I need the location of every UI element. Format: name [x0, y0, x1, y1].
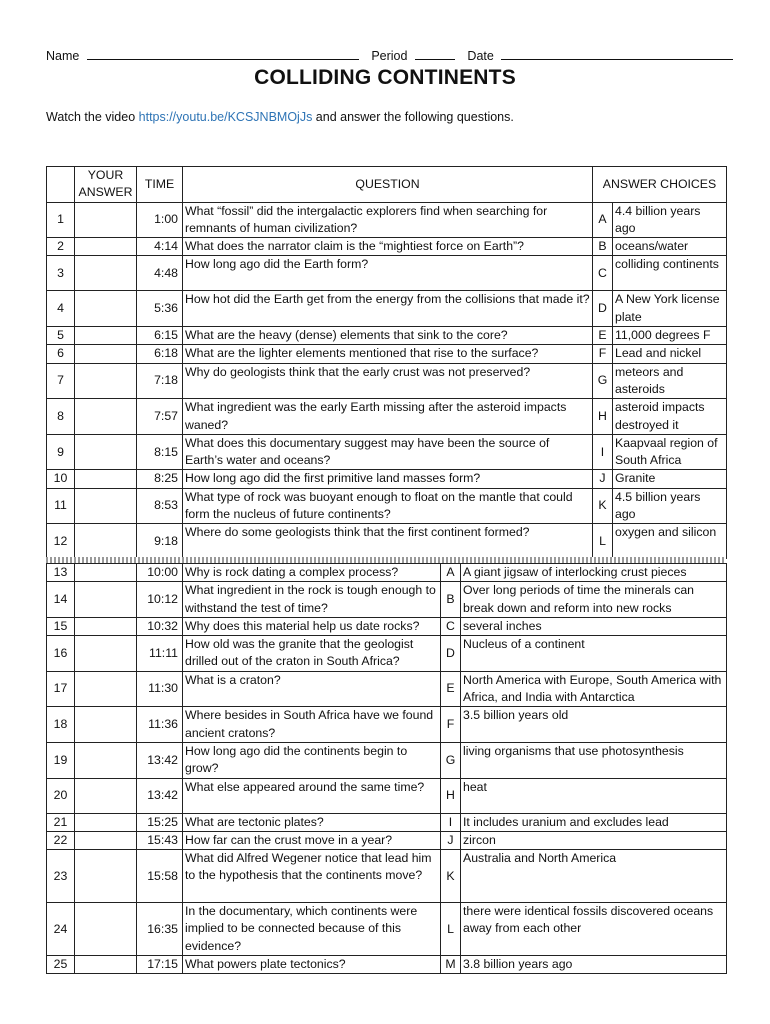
question-number: 20	[47, 778, 75, 813]
time-stamp: 13:42	[137, 742, 183, 778]
time-stamp: 5:36	[137, 291, 183, 327]
answer-choice: oxygen and silicon	[613, 524, 727, 559]
question-number: 19	[47, 742, 75, 778]
your-answer-cell[interactable]	[75, 345, 137, 363]
question-number: 2	[47, 238, 75, 256]
table-header-row	[47, 167, 727, 203]
your-answer-cell[interactable]	[75, 202, 137, 238]
date-label: Date	[467, 49, 494, 63]
table-row	[47, 363, 727, 399]
answer-choice: Nucleus of a continent	[461, 636, 727, 672]
table-row	[47, 202, 727, 238]
time-stamp: 13:42	[137, 778, 183, 813]
answer-choice: oceans/water	[613, 238, 727, 256]
answer-choice: there were identical fossils discovered oceans away from each other	[461, 903, 727, 956]
question-text: Why does this material help us date rocks?	[183, 617, 441, 635]
header-fields	[46, 47, 726, 63]
question-number: 21	[47, 813, 75, 831]
question-number: 15	[47, 617, 75, 635]
question-number: 6	[47, 345, 75, 363]
answer-choice: meteors and asteroids	[613, 363, 727, 399]
answer-choice: 3.8 billion years ago	[461, 956, 727, 974]
choice-letter: C	[441, 617, 461, 635]
table-row	[47, 524, 727, 559]
choice-letter: H	[441, 778, 461, 813]
question-number: 4	[47, 291, 75, 327]
time-stamp: 11:30	[137, 671, 183, 707]
your-answer-cell[interactable]	[75, 778, 137, 813]
time-stamp: 16:35	[137, 903, 183, 956]
question-text: How far can the crust move in a year?	[183, 831, 441, 849]
your-answer-cell[interactable]	[75, 488, 137, 524]
question-number: 11	[47, 488, 75, 524]
question-text: How hot did the Earth get from the energy from the collisions that made it?	[183, 291, 593, 327]
question-number: 9	[47, 434, 75, 470]
table-row	[47, 742, 727, 778]
time-stamp: 10:00	[137, 564, 183, 582]
question-text: Why do geologists think that the early crust was not preserved?	[183, 363, 593, 399]
your-answer-cell[interactable]	[75, 327, 137, 345]
questions-table-1	[46, 166, 727, 559]
question-header: QUESTION	[183, 167, 593, 203]
question-text: How long ago did the first primitive land masses form?	[183, 470, 593, 488]
choice-letter: F	[593, 345, 613, 363]
your-answer-cell[interactable]	[75, 238, 137, 256]
question-number: 1	[47, 202, 75, 238]
question-text: What powers plate tectonics?	[183, 956, 441, 974]
question-text: How old was the granite that the geologist drilled out of the craton in South Africa?	[183, 636, 441, 672]
question-number: 18	[47, 707, 75, 743]
question-text: What is a craton?	[183, 671, 441, 707]
time-stamp: 8:15	[137, 434, 183, 470]
question-text: What did Alfred Wegener notice that lead him to the hypothesis that the continents move?	[183, 850, 441, 903]
answer-choice: Kaapvaal region of South Africa	[613, 434, 727, 470]
your-answer-cell[interactable]	[75, 399, 137, 435]
answer-choice: 3.5 billion years old	[461, 707, 727, 743]
choice-letter: K	[441, 850, 461, 903]
table-row	[47, 238, 727, 256]
answer-choice: colliding continents	[613, 256, 727, 291]
choice-letter: I	[441, 813, 461, 831]
time-stamp: 4:48	[137, 256, 183, 291]
your-answer-cell[interactable]	[75, 470, 137, 488]
question-text: Where do some geologists think that the first continent formed?	[183, 524, 593, 559]
your-answer-cell[interactable]	[75, 742, 137, 778]
table-row	[47, 636, 727, 672]
table-row	[47, 291, 727, 327]
time-stamp: 15:58	[137, 850, 183, 903]
table-row	[47, 778, 727, 813]
question-number: 7	[47, 363, 75, 399]
question-text: How long ago did the continents begin to grow?	[183, 742, 441, 778]
instructions	[46, 110, 514, 124]
question-text: What are the lighter elements mentioned that rise to the surface?	[183, 345, 593, 363]
choice-letter: G	[593, 363, 613, 399]
answer-choice: A giant jigsaw of interlocking crust pieces	[461, 564, 727, 582]
time-stamp: 17:15	[137, 956, 183, 974]
question-number: 14	[47, 582, 75, 618]
question-text: Why is rock dating a complex process?	[183, 564, 441, 582]
question-number: 16	[47, 636, 75, 672]
choice-letter: E	[441, 671, 461, 707]
question-number: 25	[47, 956, 75, 974]
your-answer-cell[interactable]	[75, 956, 137, 974]
page-title: COLLIDING CONTINENTS	[254, 66, 516, 89]
answer-choice: It includes uranium and excludes lead	[461, 813, 727, 831]
table-row	[47, 488, 727, 524]
answer-choice: 4.4 billion years ago	[613, 202, 727, 238]
answer-choice: North America with Europe, South America with Africa, and India with Antarctica	[461, 671, 727, 707]
your-answer-cell[interactable]	[75, 707, 137, 743]
your-answer-cell[interactable]	[75, 363, 137, 399]
questions-table-2	[46, 563, 727, 974]
table-row	[47, 345, 727, 363]
choice-letter: B	[441, 582, 461, 618]
question-text: What are tectonic plates?	[183, 813, 441, 831]
question-number: 8	[47, 399, 75, 435]
name-field[interactable]	[87, 47, 359, 60]
time-stamp: 10:32	[137, 617, 183, 635]
choice-letter: A	[593, 202, 613, 238]
table-row	[47, 327, 727, 345]
choice-letter: E	[593, 327, 613, 345]
your-answer-cell[interactable]	[75, 813, 137, 831]
table-row	[47, 707, 727, 743]
table-row	[47, 399, 727, 435]
choice-letter: I	[593, 434, 613, 470]
answer-choice: living organisms that use photosynthesis	[461, 742, 727, 778]
answer-choices-header: ANSWER CHOICES	[593, 167, 727, 203]
your-answer-cell[interactable]	[75, 256, 137, 291]
time-stamp: 11:11	[137, 636, 183, 672]
question-text: What else appeared around the same time?	[183, 778, 441, 813]
question-text: Where besides in South Africa have we found ancient cratons?	[183, 707, 441, 743]
period-field[interactable]	[415, 47, 455, 60]
choice-letter: K	[593, 488, 613, 524]
answer-choice: heat	[461, 778, 727, 813]
choice-letter: F	[441, 707, 461, 743]
time-stamp: 7:57	[137, 399, 183, 435]
your-answer-cell[interactable]	[75, 564, 137, 582]
table-row	[47, 831, 727, 849]
answer-choice: zircon	[461, 831, 727, 849]
table-row	[47, 256, 727, 291]
video-link[interactable]: https://youtu.be/KCSJNBMOjJs	[138, 110, 313, 124]
name-label: Name	[46, 49, 80, 63]
choice-letter: J	[441, 831, 461, 849]
question-text: What does this documentary suggest may have been the source of Earth’s water and oceans?	[183, 434, 593, 470]
answer-choice: Australia and North America	[461, 850, 727, 903]
question-text: What ingredient was the early Earth missing after the asteroid impacts waned?	[183, 399, 593, 435]
instructions-before: Watch the video	[46, 110, 139, 124]
time-stamp: 4:14	[137, 238, 183, 256]
table-row	[47, 617, 727, 635]
question-text: In the documentary, which continents were implied to be connected because of this evidence?	[183, 903, 441, 956]
time-stamp: 8:53	[137, 488, 183, 524]
your-answer-cell[interactable]	[75, 671, 137, 707]
your-answer-header: YOUR ANSWER	[75, 167, 137, 203]
time-stamp: 1:00	[137, 202, 183, 238]
table-row	[47, 434, 727, 470]
your-answer-cell[interactable]	[75, 524, 137, 559]
answer-choice: Granite	[613, 470, 727, 488]
time-header: TIME	[137, 167, 183, 203]
time-stamp: 11:36	[137, 707, 183, 743]
answer-choice: Over long periods of time the minerals can break down and reform into new rocks	[461, 582, 727, 618]
choice-letter: L	[441, 903, 461, 956]
table-row	[47, 956, 727, 974]
question-text: What does the narrator claim is the “mightiest force on Earth”?	[183, 238, 593, 256]
question-number: 22	[47, 831, 75, 849]
question-number: 3	[47, 256, 75, 291]
table-row	[47, 470, 727, 488]
answer-choice: 4.5 billion years ago	[613, 488, 727, 524]
your-answer-cell[interactable]	[75, 582, 137, 618]
question-number: 10	[47, 470, 75, 488]
your-answer-cell[interactable]	[75, 617, 137, 635]
question-number: 17	[47, 671, 75, 707]
time-stamp: 6:18	[137, 345, 183, 363]
your-answer-cell[interactable]	[75, 636, 137, 672]
choice-letter: J	[593, 470, 613, 488]
table-row	[47, 671, 727, 707]
answer-choice: 11,000 degrees F	[613, 327, 727, 345]
question-text: What type of rock was buoyant enough to float on the mantle that could form the nucleus of future continents?	[183, 488, 593, 524]
time-stamp: 7:18	[137, 363, 183, 399]
your-answer-cell[interactable]	[75, 831, 137, 849]
choice-letter: A	[441, 564, 461, 582]
number-header	[47, 167, 75, 203]
date-field[interactable]	[501, 47, 733, 60]
choice-letter: H	[593, 399, 613, 435]
choice-letter: D	[441, 636, 461, 672]
question-number: 12	[47, 524, 75, 559]
choice-letter: D	[593, 291, 613, 327]
time-stamp: 9:18	[137, 524, 183, 559]
time-stamp: 6:15	[137, 327, 183, 345]
time-stamp: 8:25	[137, 470, 183, 488]
question-text: What ingredient in the rock is tough enough to withstand the test of time?	[183, 582, 441, 618]
your-answer-cell[interactable]	[75, 850, 137, 903]
instructions-after: and answer the following questions.	[312, 110, 514, 124]
table-row	[47, 850, 727, 903]
choice-letter: M	[441, 956, 461, 974]
question-text: What “fossil” did the intergalactic explorers find when searching for remnants of human civilization?	[183, 202, 593, 238]
choice-letter: C	[593, 256, 613, 291]
table-row	[47, 582, 727, 618]
answer-choice: several inches	[461, 617, 727, 635]
table-row	[47, 903, 727, 956]
choice-letter: G	[441, 742, 461, 778]
question-number: 13	[47, 564, 75, 582]
answer-choice: asteroid impacts destroyed it	[613, 399, 727, 435]
question-number: 23	[47, 850, 75, 903]
time-stamp: 15:43	[137, 831, 183, 849]
question-text: What are the heavy (dense) elements that sink to the core?	[183, 327, 593, 345]
table-row	[47, 564, 727, 582]
your-answer-cell[interactable]	[75, 291, 137, 327]
choice-letter: L	[593, 524, 613, 559]
answer-choice: Lead and nickel	[613, 345, 727, 363]
question-text: How long ago did the Earth form?	[183, 256, 593, 291]
period-label: Period	[371, 49, 408, 63]
time-stamp: 10:12	[137, 582, 183, 618]
your-answer-cell[interactable]	[75, 903, 137, 956]
question-number: 5	[47, 327, 75, 345]
question-number: 24	[47, 903, 75, 956]
your-answer-cell[interactable]	[75, 434, 137, 470]
table-row	[47, 813, 727, 831]
choice-letter: B	[593, 238, 613, 256]
answer-choice: A New York license plate	[613, 291, 727, 327]
time-stamp: 15:25	[137, 813, 183, 831]
